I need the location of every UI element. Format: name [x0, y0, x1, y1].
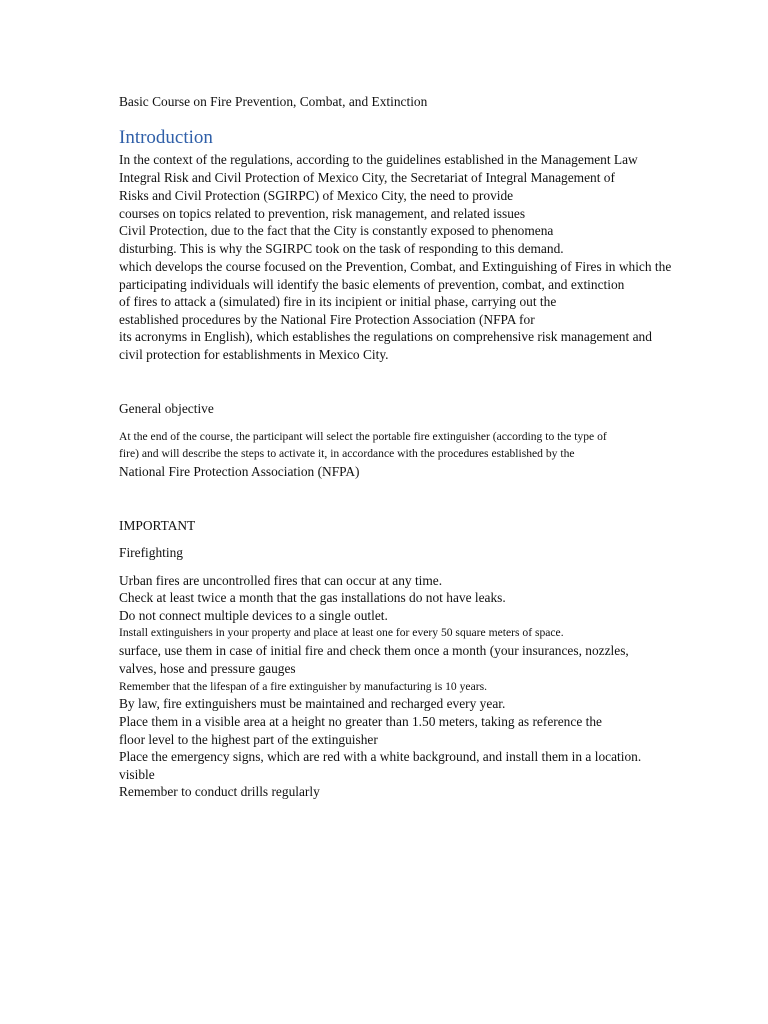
introduction-line: participating individuals will identify the basic elements of prevention, combat, and extinction [119, 277, 625, 292]
important-line: Check at least twice a month that the gas installations do not have leaks. [119, 590, 506, 605]
important-heading: IMPORTANT [119, 518, 196, 533]
objective-line: At the end of the course, the participant will select the portable fire extinguisher (according to the type of [119, 430, 607, 443]
important-line: floor level to the highest part of the extinguisher [119, 732, 378, 747]
introduction-line: which develops the course focused on the Prevention, Combat, and Extinguishing of Fires in which the [119, 259, 672, 274]
introduction-line: Risks and Civil Protection (SGIRPC) of Mexico City, the need to provide [119, 188, 514, 203]
introduction-line: its acronyms in English), which establishes the regulations on comprehensive risk management and [119, 329, 652, 344]
important-line: Remember that the lifespan of a fire extinguisher by manufacturing is 10 years. [119, 680, 487, 693]
general-objective-heading: General objective [119, 401, 214, 416]
introduction-line: Integral Risk and Civil Protection of Mexico City, the Secretariat of Integral Management of [119, 170, 615, 185]
important-line: surface, use them in case of initial fire and check them once a month (your insurances, nozzles, [119, 643, 629, 658]
introduction-line: of fires to attack a (simulated) fire in its incipient or initial phase, carrying out the [119, 294, 557, 309]
important-line: Place them in a visible area at a height no greater than 1.50 meters, taking as reference the [119, 714, 602, 729]
important-line: Do not connect multiple devices to a single outlet. [119, 608, 388, 623]
introduction-line: disturbing. This is why the SGIRPC took on the task of responding to this demand. [119, 241, 564, 256]
important-line: Install extinguishers in your property and place at least one for every 50 square meters of space. [119, 626, 564, 639]
introduction-line: courses on topics related to prevention, risk management, and related issues [119, 206, 526, 221]
important-line: Place the emergency signs, which are red with a white background, and install them in a location. [119, 749, 642, 764]
important-line: Urban fires are uncontrolled fires that can occur at any time. [119, 573, 443, 588]
document-title: Basic Course on Fire Prevention, Combat, and Extinction [119, 94, 428, 109]
introduction-line: established procedures by the National Fire Protection Association (NFPA for [119, 312, 535, 327]
introduction-line: Civil Protection, due to the fact that the City is constantly exposed to phenomena [119, 223, 554, 238]
important-line: Remember to conduct drills regularly [119, 784, 320, 799]
objective-line: National Fire Protection Association (NFPA) [119, 464, 360, 479]
introduction-heading: Introduction [119, 127, 213, 148]
important-line: valves, hose and pressure gauges [119, 661, 296, 676]
introduction-line: In the context of the regulations, according to the guidelines established in the Management Law [119, 152, 638, 167]
important-line: By law, fire extinguishers must be maintained and recharged every year. [119, 696, 506, 711]
firefighting-subheading: Firefighting [119, 545, 183, 560]
introduction-line: civil protection for establishments in Mexico City. [119, 347, 389, 362]
objective-line: fire) and will describe the steps to activate it, in accordance with the procedures established by the [119, 447, 575, 460]
important-line: visible [119, 767, 155, 782]
